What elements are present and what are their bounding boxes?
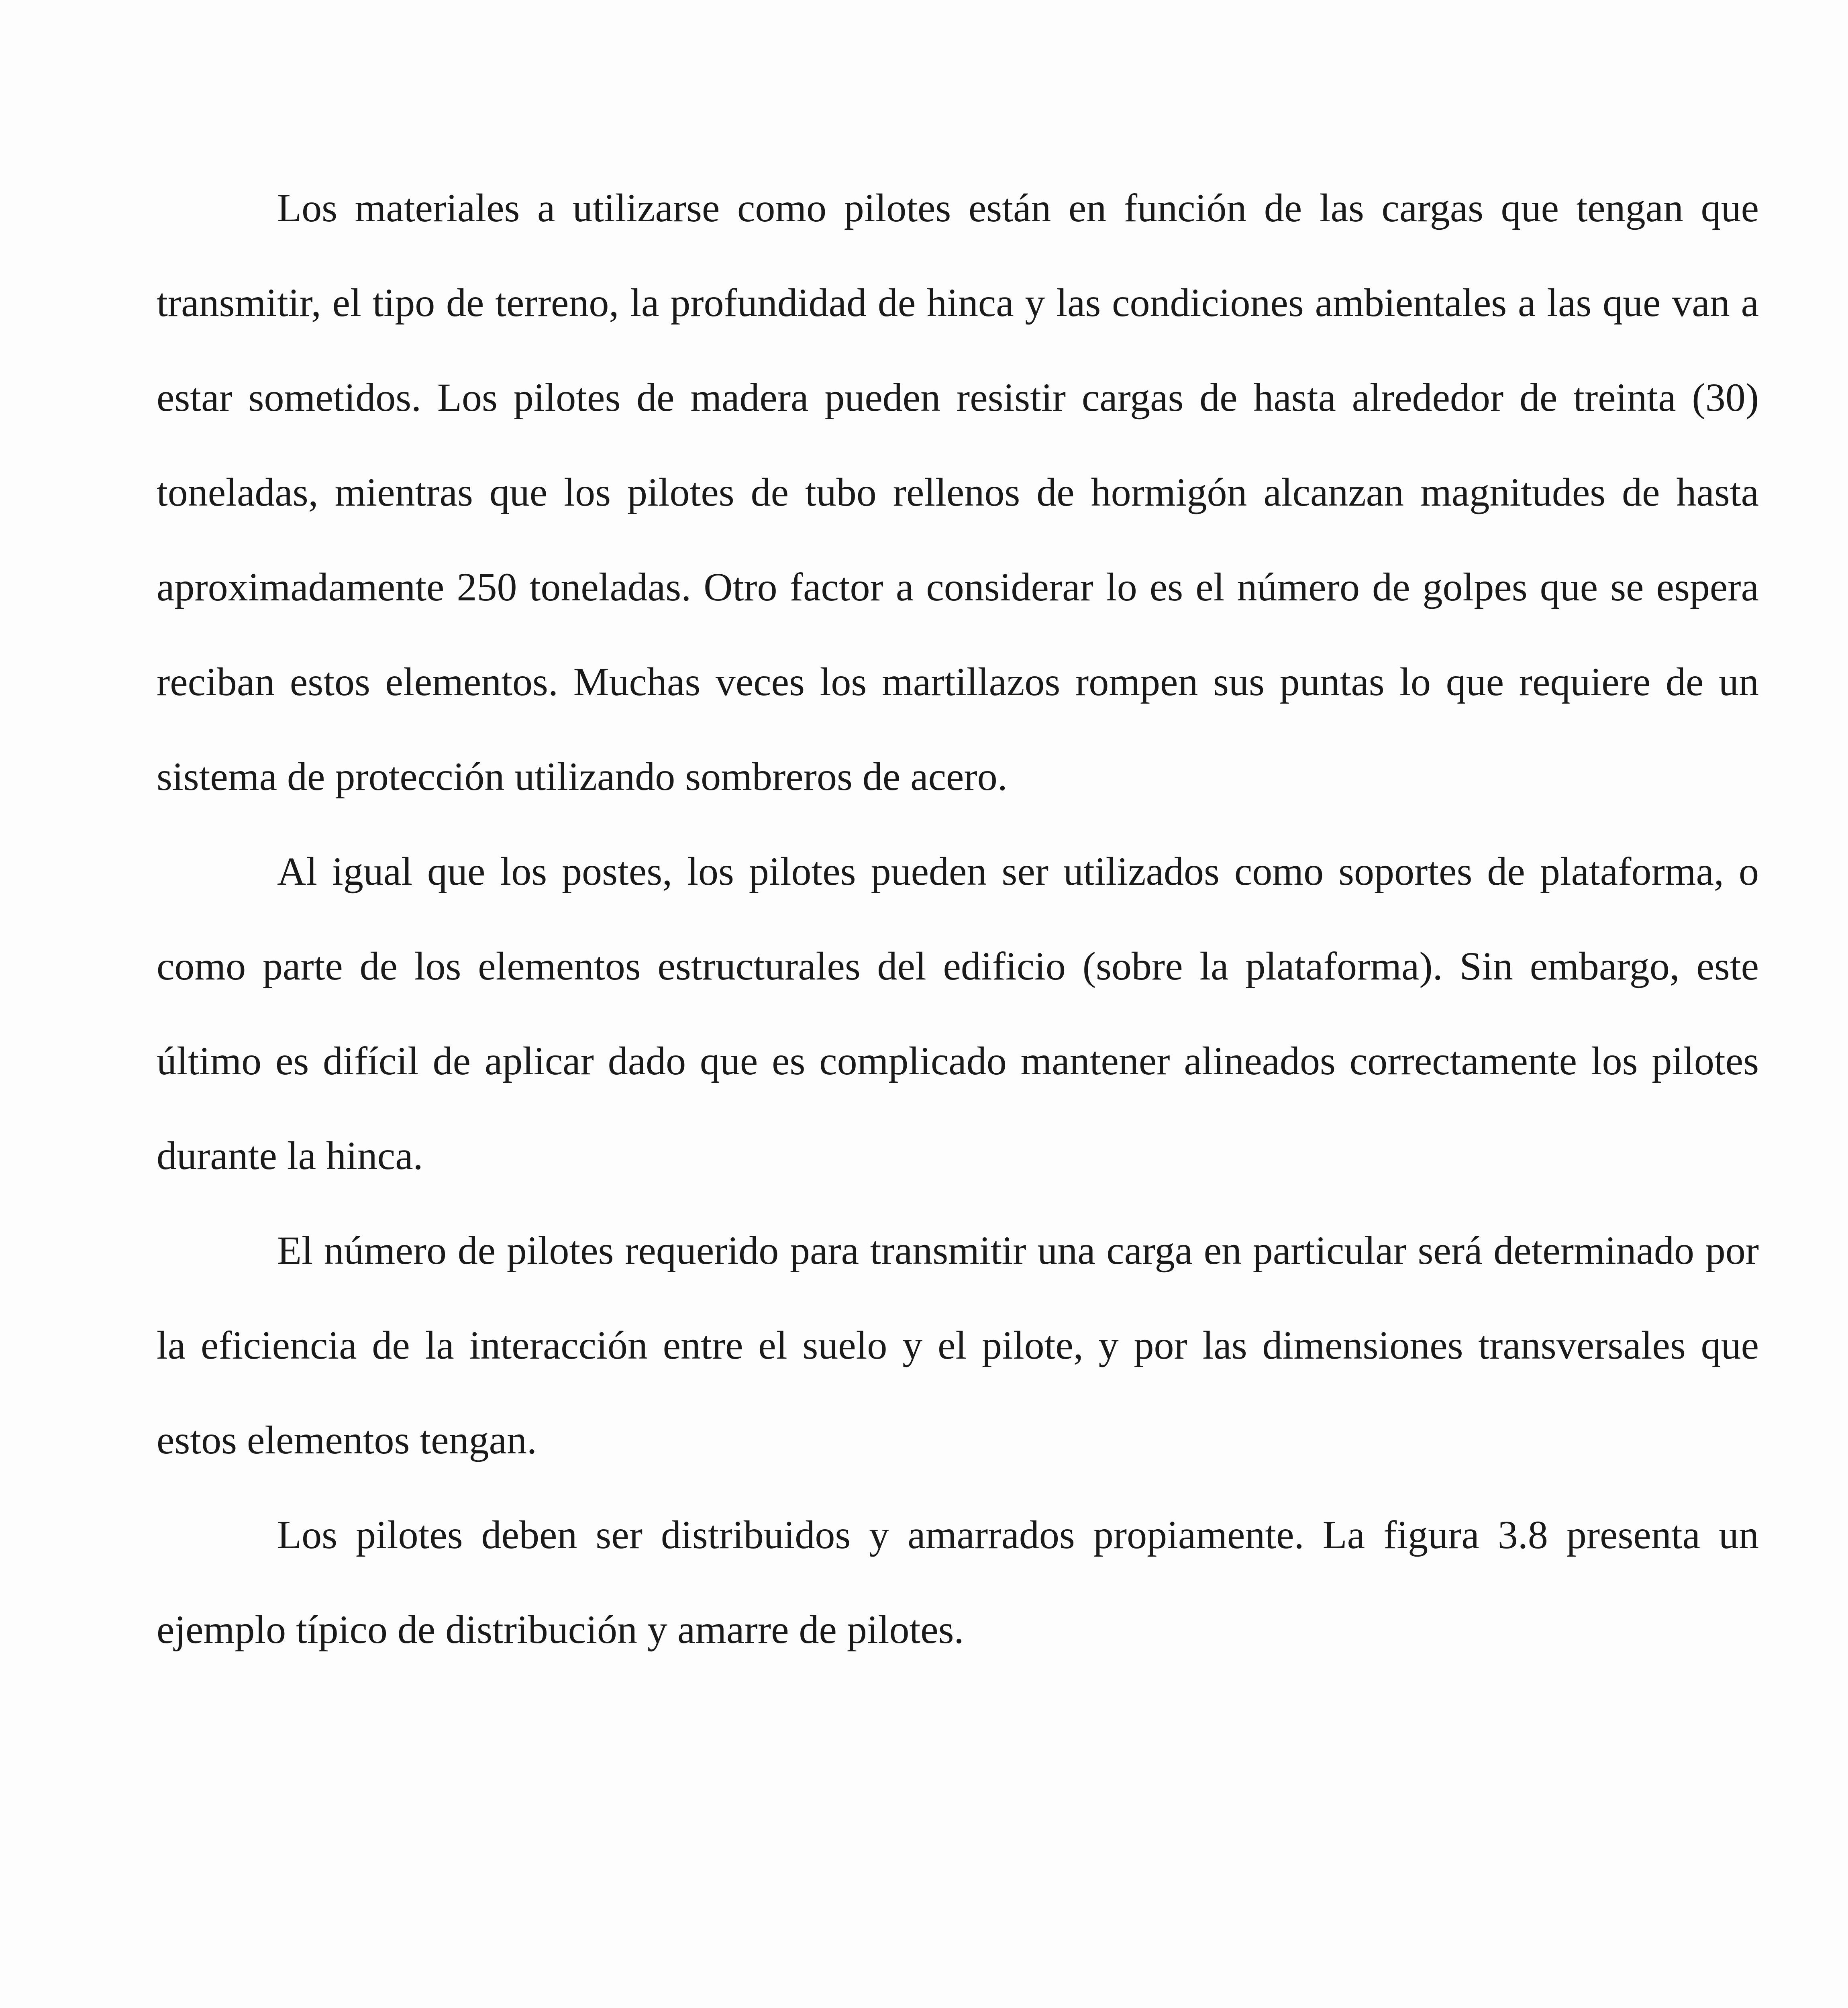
- paragraph-postes: Al igual que los postes, los pilotes pueden ser utilizados como soportes de plataforma, o como parte de los elementos estructurales del edificio (sobre la plataforma). Sin embargo, este último es difícil de aplicar dado que es complicado mantener alineados correctamente los pilotes durante la hinca.: [157, 849, 1759, 1178]
- paragraph-numero-pilotes: El número de pilotes requerido para transmitir una carga en particular será determinado por la eficiencia de la interacción entre el suelo y el pilote, y por las dimensiones transversales que estos elementos tengan.: [157, 1228, 1759, 1462]
- paragraph-materials: Los materiales a utilizarse como pilotes están en función de las cargas que tengan que transmitir, el tipo de terreno, la profundidad de hinca y las condiciones ambientales a las que van a estar sometidos. Los pilotes de madera pueden resistir cargas de hasta alrededor de treinta (30) toneladas, mientras que los pilotes de tubo rellenos de hormigón alcanzan magnitudes de hasta aproximadamente 250 toneladas. Otro factor a considerar lo es el número de golpes que se espera reciban estos elementos. Muchas veces los martillazos rompen sus puntas lo que requiere de un sistema de protección utilizando sombreros de acero.: [157, 186, 1759, 799]
- body-text: [157, 161, 1759, 1677]
- paragraph-distribucion: Los pilotes deben ser distribuidos y amarrados propiamente. La figura 3.8 presenta un ejemplo típico de distribución y amarre de pilotes.: [157, 1512, 1759, 1652]
